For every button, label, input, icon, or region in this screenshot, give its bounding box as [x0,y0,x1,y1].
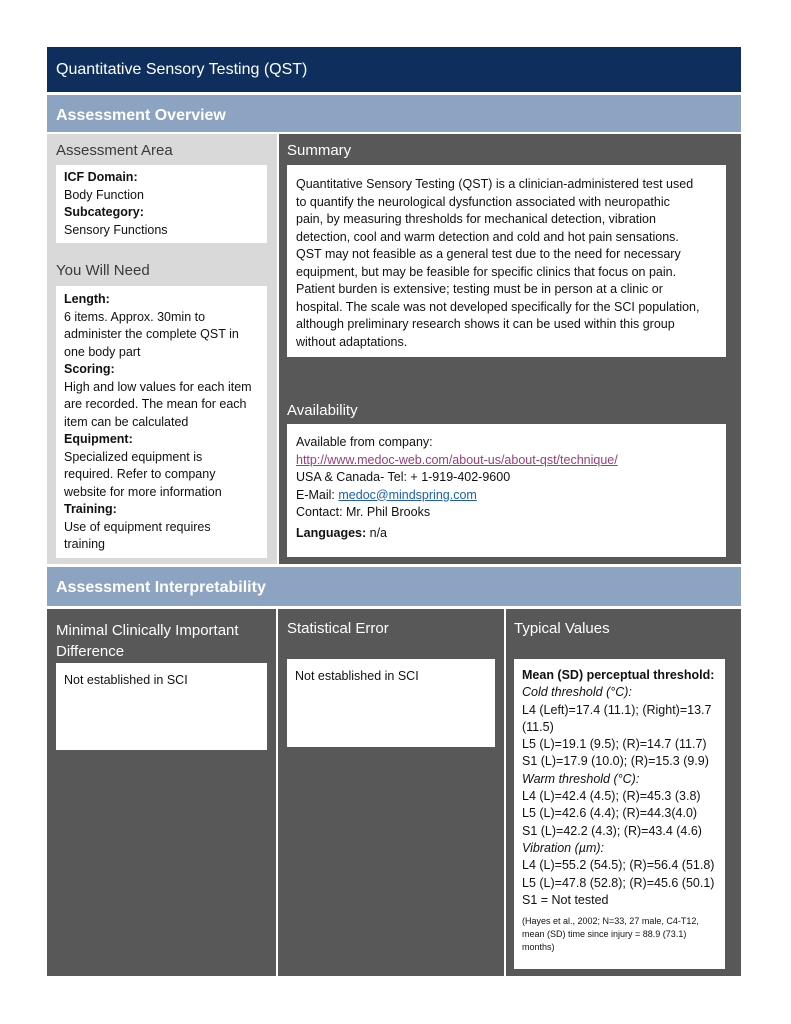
availability-heading: Availability [287,402,358,419]
mcid-heading-line: Minimal Clinically Important [56,622,239,639]
summary-line: detection, cool and warm detection and cold and hot pain sensations. [296,229,679,244]
length-label: Length: [64,292,110,306]
summary-line: QST may not feasible as a general test due to the need for necessary [296,247,681,261]
cold-threshold-line: L4 (Left)=17.4 (11.1); (Right)=13.7 [522,702,712,717]
training-line: Use of equipment requires [64,519,211,534]
stat-error-heading: Statistical Error [287,620,389,637]
typical-values-title: Mean (SD) perceptual threshold: [522,668,715,682]
summary-line: Quantitative Sensory Testing (QST) is a clinician-administered test used [296,177,694,191]
citation [522,915,717,954]
scoring-label: Scoring: [64,362,115,376]
assessment-area-heading: Assessment Area [56,142,173,159]
you-will-need-box [56,286,267,558]
cold-threshold-line: (11.5) [522,719,554,734]
mcid-heading [56,620,239,662]
warm-threshold-line: L4 (L)=42.4 (4.5); (R)=45.3 (3.8) [522,789,701,804]
summary-heading: Summary [287,142,352,159]
scoring-line: item can be calculated [64,414,189,429]
warm-threshold-line: S1 (L)=42.2 (4.3); (R)=43.4 (4.6) [522,823,702,838]
scoring-line: High and low values for each item [64,379,252,394]
summary-line: pain, by measuring thresholds for mechanical detection, vibration [296,212,656,226]
languages-line [296,525,717,543]
summary-line: without adaptations. [296,334,408,349]
warm-threshold-label: Warm threshold (°C): [522,771,640,786]
training-line: training [64,537,105,551]
typical-values-box [514,659,725,969]
mcid-text: Not established in SCI [64,673,188,687]
cold-threshold-label: Cold threshold (°C): [522,685,632,700]
warm-threshold-line: L5 (L)=42.6 (4.4); (R)=44.3(4.0) [522,806,698,821]
mcid-box [56,663,267,750]
stat-error-text: Not established in SCI [295,669,419,683]
vibration-label: Vibration (µm): [522,840,604,855]
icf-domain-value: Body Function [64,187,144,202]
scoring-line: are recorded. The mean for each [64,397,247,411]
cold-threshold-line: L5 (L)=19.1 (9.5); (R)=14.7 (11.7) [522,737,707,752]
summary-line: to quantify the neurological dysfunction associated with neuropathic [296,194,670,209]
vibration-line: L4 (L)=55.2 (54.5); (R)=56.4 (51.8) [522,858,715,873]
equipment-line: Specialized equipment is [64,449,203,464]
mcid-heading-line: Difference [56,643,125,660]
company-website-link[interactable]: http://www.medoc-web.com/about-us/about-qst/technique/ [296,452,618,467]
subcategory-label: Subcategory: [64,205,144,219]
length-line: one body part [64,344,141,359]
email-line [296,487,717,505]
availability-intro: Available from company: [296,435,433,449]
equipment-line: required. Refer to company [64,467,216,481]
length-line: 6 items. Approx. 30min to [64,309,206,324]
contact-name: Contact: Mr. Phil Brooks [296,505,431,519]
overview-section-header: Assessment Overview [47,95,741,132]
languages-label: Languages: [296,525,367,540]
summary-line: hospital. The scale was not developed specifically for the SCI population, [296,299,700,314]
document-title: Quantitative Sensory Testing (QST) [47,47,741,92]
citation-line: (Hayes et al., 2002; N=33, 27 male, C4-T12, [522,916,699,927]
availability-box [287,424,726,557]
summary-line: equipment, but may be feasible for specific clinics that focus on pain. [296,264,677,279]
subcategory-value: Sensory Functions [64,222,168,237]
you-will-need-heading: You Will Need [56,262,150,279]
typical-values-heading: Typical Values [514,620,610,637]
cold-threshold-line: S1 (L)=17.9 (10.0); (R)=15.3 (9.9) [522,754,709,769]
vibration-line: L5 (L)=47.8 (52.8); (R)=45.6 (50.1) [522,875,715,890]
icf-domain-label: ICF Domain: [64,170,138,184]
languages-value: n/a [366,525,388,540]
summary-line: although preliminary research shows it can be used within this group [296,317,675,331]
equipment-line: website for more information [64,484,222,499]
interpretability-section-header: Assessment Interpretability [47,567,741,606]
stat-error-box [287,659,495,747]
citation-line: months) [522,942,555,953]
citation-line: mean (SD) time since injury = 88.9 (73.1) [522,929,687,940]
vibration-line: S1 = Not tested [522,892,609,907]
email-label: E-Mail: [296,487,339,502]
training-label: Training: [64,502,117,516]
email-link[interactable]: medoc@mindspring.com [338,487,477,502]
summary-box [287,165,726,357]
length-line: administer the complete QST in [64,327,239,341]
summary-line: Patient burden is extensive; testing must be in person at a clinic or [296,282,663,296]
phone-number: USA & Canada- Tel: + 1-919-402-9600 [296,470,511,484]
assessment-area-box [56,165,267,243]
equipment-label: Equipment: [64,432,133,446]
